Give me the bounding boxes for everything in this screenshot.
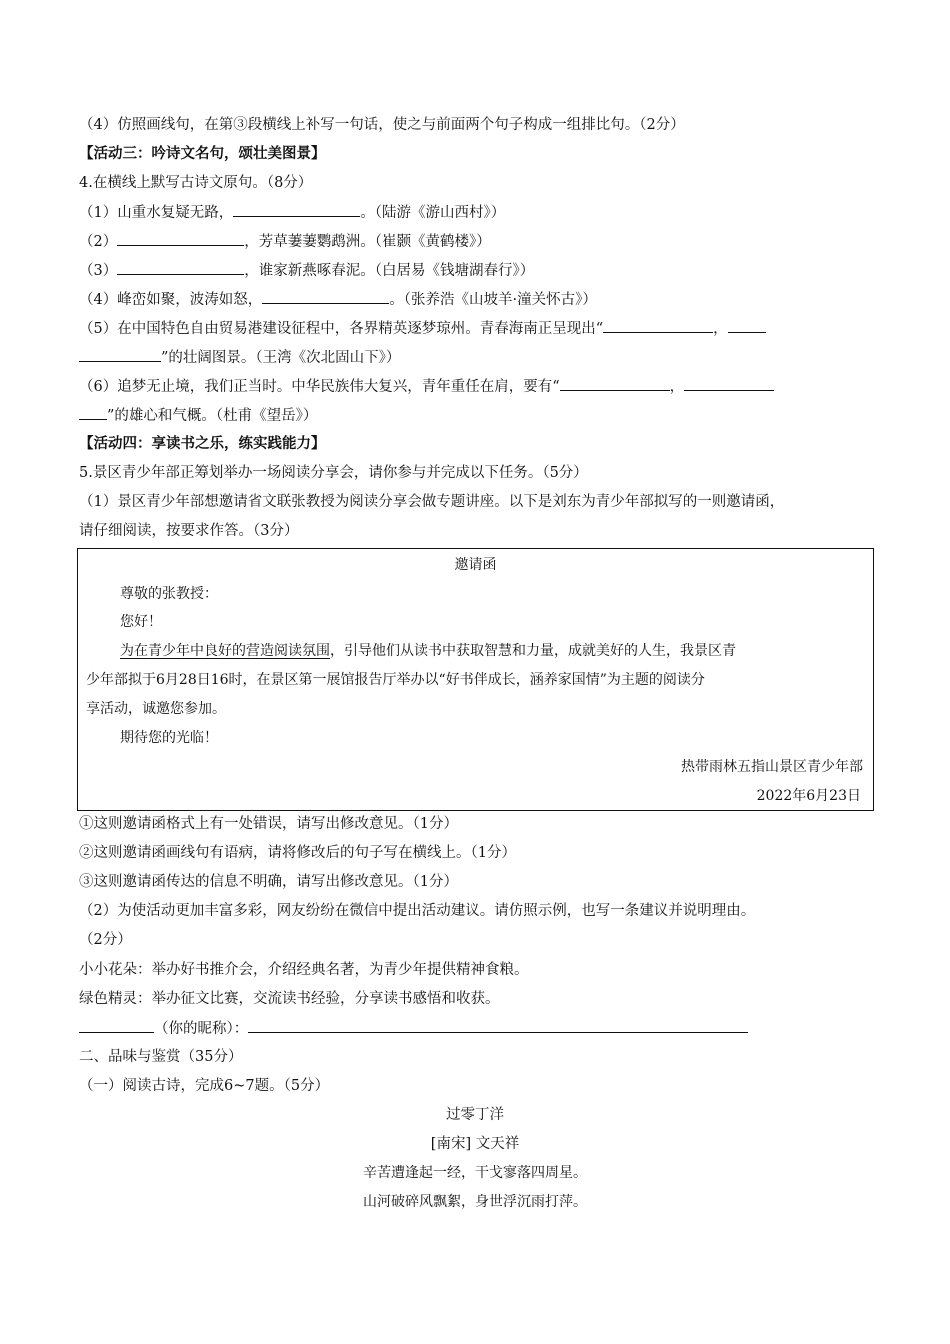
q4-line-5-text-c: ”的壮阔图景。（王湾《次北固山下》） [161, 350, 401, 366]
answer-blank[interactable] [117, 231, 244, 246]
answer-blank[interactable] [728, 318, 766, 333]
question-4-title: 4.在横线上默写古诗文原句。（8分） [79, 175, 313, 191]
activity-3-heading: 【活动三：吟诗文名句，颂壮美图景】 [79, 145, 326, 162]
q4-line-6-comma: ， [669, 379, 685, 395]
activity-4-heading: 【活动四：享读书之乐，练实践能力】 [79, 435, 326, 452]
part-1-heading: （一）阅读古诗，完成6~7题。（5分） [79, 1078, 330, 1094]
example-suggestion-2: 绿色精灵：举办征文比赛，交流读书经验，分享读书感悟和收获。 [79, 991, 500, 1007]
q4-line-3-text-a: （3） [79, 263, 118, 279]
answer-blank[interactable] [603, 318, 713, 333]
q4-line-1-text-b: 。（陆游《游山西村》） [360, 205, 506, 221]
q4-line-4-text-b: 。（张养浩《山坡羊·潼关怀古》） [389, 292, 597, 308]
q4-line-2-text-b: ，芳草萋萋鹦鹉洲。（崔颢《黄鹤楼》） [244, 234, 491, 250]
q4-line-6-text-a: （6）追梦无止境，我们正当时。中华民族伟大复兴，青年重任在肩，要有“ [79, 379, 560, 395]
question-5-part1-line2: 请仔细阅读，按要求作答。（3分） [79, 523, 299, 539]
letter-body-line2: 少年部拟于6月28日16时，在景区第一展馆报告厅举办以“好书伴成长，涵养家国情”为主题的阅读分 [86, 672, 705, 688]
q4-line-5 [79, 318, 766, 339]
invitation-letter-box [77, 548, 874, 811]
q4-line-5-text-a: （5）在中国特色自由贸易港建设征程中，各界精英逐梦琼州。青春海南正呈现出“ [79, 321, 604, 337]
answer-blank[interactable] [79, 347, 161, 362]
letter-date: 2022年6月23日 [756, 788, 861, 804]
q4-line-4-text-a: （4）峰峦如聚，波涛如怒， [79, 292, 263, 308]
q4-line-2-text-a: （2） [79, 234, 118, 250]
q4-line-3-text-b: ，谁家新燕啄春泥。（白居易《钱塘湖春行》） [244, 263, 535, 279]
letter-closing: 期待您的光临！ [120, 730, 218, 746]
letter-sender: 热带雨林五指山景区青少年部 [681, 759, 863, 775]
q4-line-5-comma: ， [713, 321, 728, 337]
q4-line-5-cont [79, 347, 400, 368]
poem-line-2: 山河破碎风飘絮，身世浮沉雨打萍。 [363, 1194, 587, 1210]
poem-title: 过零丁洋 [446, 1107, 504, 1123]
question-5-part2-line1: （2）为使活动更加丰富多彩，网友纷纷在微信中提出活动建议。请仿照示例，也写一条建议并说明理由。 [79, 903, 756, 919]
q4-line-2 [79, 231, 491, 252]
q4-line-1 [79, 202, 505, 223]
answer-blank[interactable] [560, 376, 670, 391]
letter-body-line1-rest: ，引导他们从读书中获取智慧和力量，成就美好的人生，我景区青 [330, 643, 736, 659]
answer-blank[interactable] [262, 289, 389, 304]
q4-line-6 [79, 376, 774, 397]
q4-line-3 [79, 260, 534, 281]
question-5-part2-line2: （2分） [79, 932, 132, 948]
nickname-blank[interactable] [79, 1018, 154, 1033]
answer-blank[interactable] [79, 405, 107, 420]
poem-author: [南宋] 文天祥 [430, 1136, 520, 1152]
sub-question-2: ②这则邀请函画线句有语病，请将修改后的句子写在横线上。（1分） [79, 845, 516, 861]
question-5-title: 5.景区青少年部正筹划举办一场阅读分享会，请你参与并完成以下任务。（5分） [79, 465, 588, 481]
sub-question-1: ①这则邀请函格式上有一处错误，请写出修改意见。（1分） [79, 816, 458, 832]
nickname-answer-line [79, 1018, 748, 1039]
q4-line-1-text-a: （1）山重水复疑无路， [79, 205, 234, 221]
question-5-part1-line1: （1）景区青少年部想邀请省文联张教授为阅读分享会做专题讲座。以下是刘东为青少年部拟写的一则邀请函， [79, 494, 785, 510]
nickname-label: （你的昵称）： [154, 1021, 249, 1037]
sub-question-3: ③这则邀请函传达的信息不明确，请写出修改意见。（1分） [79, 874, 458, 890]
section-2-heading: 二、品味与鉴赏（35分） [79, 1049, 243, 1065]
answer-blank[interactable] [233, 202, 360, 217]
suggestion-blank[interactable] [248, 1018, 748, 1033]
example-suggestion-1: 小小花朵：举办好书推介会，介绍经典名著，为青少年提供精神食粮。 [79, 962, 529, 978]
q4-line-6-cont [79, 405, 317, 426]
letter-body-line1 [120, 641, 736, 661]
poem-line-1: 辛苦遭逢起一经，干戈寥落四周星。 [363, 1165, 587, 1181]
answer-blank[interactable] [684, 376, 774, 391]
q4-line-6-text-c: ”的雄心和气概。（杜甫《望岳》） [107, 408, 318, 424]
letter-salutation: 尊敬的张教授： [120, 586, 218, 602]
letter-underlined-sentence: 为在青少年中良好的营造阅读氛围 [120, 643, 330, 659]
letter-title: 邀请函 [454, 557, 497, 573]
question-4-item: （4）仿照画线句，在第③段横线上补写一句话，使之与前面两个句子构成一组排比句。（2分） [79, 117, 685, 133]
answer-blank[interactable] [117, 260, 244, 275]
letter-body-line3: 享活动，诚邀您参加。 [86, 701, 226, 717]
q4-line-4 [79, 289, 597, 310]
letter-greeting: 您好！ [120, 614, 162, 630]
